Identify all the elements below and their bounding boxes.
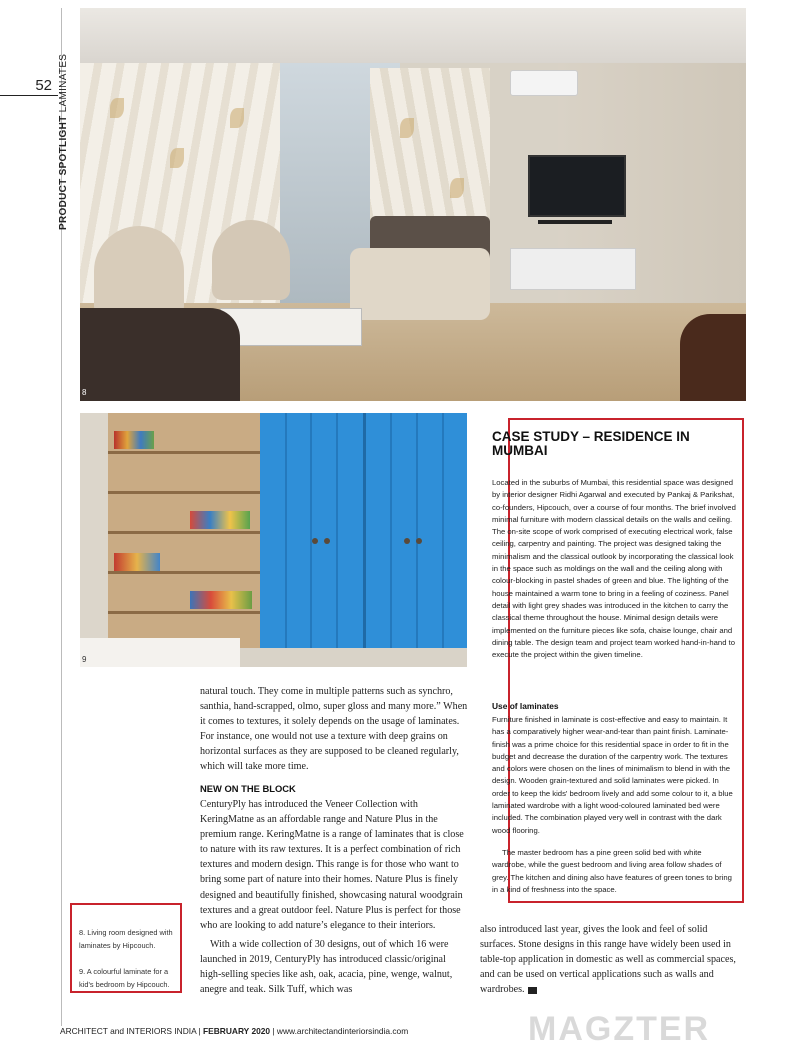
curtain-leaf (230, 108, 244, 128)
coffee-table (220, 308, 362, 346)
footer-separator: | (196, 1026, 204, 1036)
article-paragraph (480, 922, 742, 997)
books (190, 591, 252, 609)
chaise-lounge (350, 248, 490, 320)
footer-url: www.architectandinteriorsindia.com (276, 1026, 409, 1036)
shelf-board (108, 611, 266, 614)
section-tag (58, 50, 72, 230)
wardrobe-knob (404, 538, 410, 544)
bedroom-photo (80, 413, 467, 667)
curtain-leaf (400, 118, 414, 138)
photo-ceiling (80, 8, 746, 63)
curtain-leaf (110, 98, 124, 118)
footer-magazine: ARCHITECT and INTERIORS INDIA (60, 1026, 197, 1036)
wardrobe-knob (416, 538, 422, 544)
footer (60, 1026, 480, 1036)
shelf-board (108, 571, 266, 574)
article-heading: NEW ON THE BLOCK (200, 783, 296, 794)
shelf-board (108, 491, 266, 494)
soundbar (538, 220, 612, 224)
armchair (212, 220, 290, 300)
wardrobe-groove (310, 413, 312, 648)
wardrobe-groove (336, 413, 338, 648)
curtain-leaf (170, 148, 184, 168)
wardrobe-groove (416, 413, 418, 648)
tv-cabinet (510, 248, 636, 290)
page-number: 52 (0, 76, 58, 96)
wardrobe-groove (442, 413, 444, 648)
caption-9: 9. A colourful laminate for a kid's bedroom by Hipcouch. (79, 967, 170, 989)
books (114, 553, 160, 571)
wardrobe-groove (285, 413, 287, 648)
section-tag-bold: PRODUCT SPOTLIGHT (58, 115, 69, 230)
bed (80, 638, 240, 667)
wardrobe-knob (312, 538, 318, 544)
end-mark-icon (528, 987, 537, 994)
armchair (94, 226, 184, 318)
footer-separator: | (270, 1026, 277, 1036)
books (190, 511, 250, 529)
wardrobe-split (363, 413, 366, 648)
article-paragraph-text: also introduced last year, gives the look and feel of solid surfaces. Stone designs in this range have widely been used in table-top application in domestic as well as commercial spaces, and can be used on vertical applications such as walls and wardrobes. (480, 924, 736, 996)
wardrobe-knob (324, 538, 330, 544)
case-study-title: CASE STUDY – RESIDENCE IN MUMBAI (492, 429, 690, 458)
article-paragraph: With a wide collection of 30 designs, out of which 16 were launched in 2019, CenturyPly has introduced classic/original high-selling species like ash, oak, acacia, pine, wenge, walnut, anegre and teak. Silk Tuff, which was (200, 939, 453, 996)
dark-armchair (80, 308, 240, 401)
caption-8: 8. Living room designed with laminates by Hipcouch. (79, 928, 173, 950)
curtain-leaf (450, 178, 464, 198)
air-conditioner (510, 70, 578, 96)
shelf-board (108, 531, 266, 534)
television (528, 155, 626, 217)
living-room-photo (80, 8, 746, 401)
figure-number-8: 8 (82, 388, 87, 397)
article-paragraph: CenturyPly has introduced the Veneer Collection with KeringMatne as an affordable range and Nature Plus in the premium range. KeringMatne is a range of laminates that is close to nature with its raw textures. It is a perfect combination of rich textures and modern design. This range is for those who want to bring some part of nature into their homes. Nature Plus is finely designed and beautifully finished, showcasing natural woodgrain textures and a great outdoor feel. Nature Plus is perfect for those who are looking to add nature’s elegance to their interiors. (200, 799, 464, 931)
case-study-paragraph: Located in the suburbs of Mumbai, this residential space was designed by interior designer Ridhi Agarwal and executed by Pankaj & Parikshat, co-founders, Hipcouch, over a course of four months. The brief involved minimal furniture with modern classical details on the walls and ceiling. The on-site scope of work comprised of executing electrical work, false ceiling, carpentry and painting. The project was designed taking the minimalism and the classical outlook by incorporating the classical look in the space such as moldings on the wall and the ceiling along with colour-blocking in pastel shades of green and blue. The lighting of the house maintained a warm tone to bring in a feeling of coziness. Panel detail with light grey shades was introduced in the kitchen to carry the classical theme throughout the house. Minimal design details were implemented on the furniture pieces like sofa, chaise lounge, chair and dining table. The design team and project team worked hand-in-hand to execute the project within the given timeline. (492, 478, 736, 660)
footer-issue: FEBRUARY 2020 (203, 1026, 271, 1036)
shelf-board (108, 451, 266, 454)
article-paragraph: natural touch. They come in multiple patterns such as synchro, santhia, hand-scrapped, olmo, super gloss and many more.” When it comes to textures, it solely depends on the usage of laminates. For instance, one would not use a texture with deep grains on horizontal surfaces as they are supposed to be cleaned regularly, which will take more time. (200, 686, 468, 773)
case-study-paragraph: The master bedroom has a pine green solid bed with white wardrobe, while the guest bedroom and living area follow shades of grey. The kitchen and dining also have features of green tones to bring in a kind of freshness into the space. (492, 848, 732, 894)
wooden-chair (680, 314, 746, 401)
case-study-paragraph: Furniture finished in laminate is cost-effective and easy to maintain. It has a comparatively higher wear-and-tear than paint finish. Laminate-finish was a prime choice for this residential space in order to fit in the budget and decrease the duration of the carpentry work. The textures and colors were chosen on the lines of minimalism to blend in with the design. Wooden grain-textured and solid laminates were picked. In order to keep the kids' bedroom lively and add some colour to it, a blue laminated wardrobe with a light wood-coloured laminated bed were included. The combination played very well in contrast with the dark wood flooring. (492, 715, 733, 835)
case-study-subheading: Use of laminates (492, 701, 559, 711)
figure-number-9: 9 (82, 655, 87, 664)
photo-wall (80, 413, 108, 643)
section-tag-light: LAMINATES (58, 53, 69, 113)
magzter-watermark: MAGZTER (528, 1012, 711, 1042)
books (114, 431, 154, 449)
wardrobe-groove (390, 413, 392, 648)
